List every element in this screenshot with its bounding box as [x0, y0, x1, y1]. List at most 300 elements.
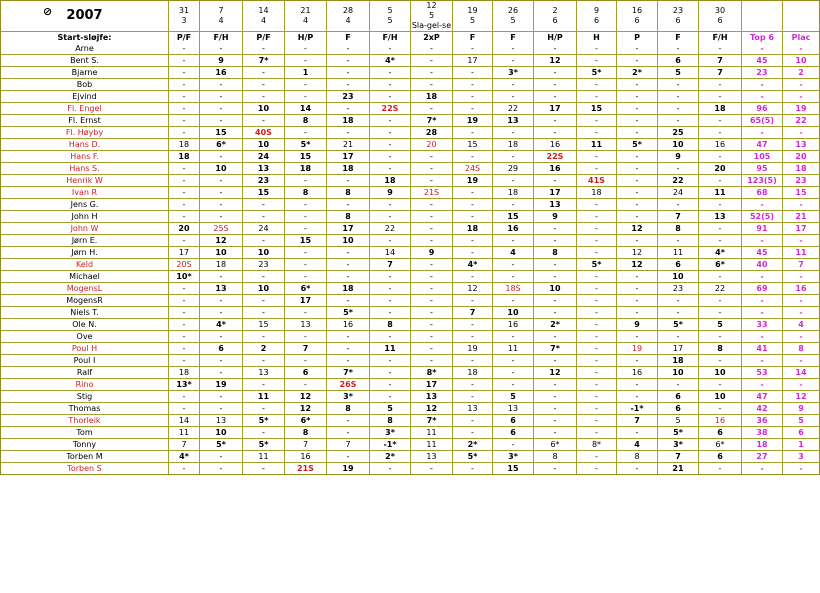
date-day: 2 [552, 6, 558, 15]
score-cell: - [617, 79, 658, 91]
score-cell: - [327, 103, 370, 115]
score-cell: 18 [453, 367, 493, 379]
top6-cell: - [742, 271, 783, 283]
score-cell: 7* [411, 415, 453, 427]
score-cell: - [617, 199, 658, 211]
date-day: 12 [426, 1, 437, 10]
score-cell: - [327, 199, 370, 211]
score-cell: - [617, 163, 658, 175]
table-row [1, 295, 819, 307]
score-cell: - [658, 43, 699, 55]
score-cell: 17 [411, 379, 453, 391]
date-day: 16 [631, 6, 643, 15]
score-cell: - [169, 175, 200, 187]
score-cell: - [658, 331, 699, 343]
score-cell: - [200, 199, 243, 211]
date-month: 6 [717, 16, 723, 25]
score-cell: - [658, 79, 699, 91]
score-cell: 24S [453, 163, 493, 175]
score-cell: 2* [453, 439, 493, 451]
score-cell: 11 [577, 139, 617, 151]
score-cell: 10 [658, 139, 699, 151]
score-cell: 20S [169, 259, 200, 271]
score-cell: 18 [411, 91, 453, 103]
top6-cell: 68 [742, 187, 783, 199]
score-cell: 19 [617, 343, 658, 355]
score-cell: 15 [577, 103, 617, 115]
score-cell: - [411, 163, 453, 175]
table-row [1, 67, 819, 79]
score-cell: 21 [658, 463, 699, 474]
score-cell: - [493, 439, 534, 451]
score-cell: - [453, 319, 493, 331]
score-cell: - [699, 355, 742, 367]
score-cell: - [370, 211, 411, 223]
score-cell: 15 [243, 319, 285, 331]
score-cell: - [327, 67, 370, 79]
date-header [200, 1, 243, 32]
player-name: Jørn H. [1, 247, 169, 259]
date-month: 5 [510, 16, 516, 25]
score-cell: 18 [169, 139, 200, 151]
top6-cell: - [742, 307, 783, 319]
score-cell: - [577, 367, 617, 379]
score-cell: 22S [534, 151, 577, 163]
score-cell: - [453, 79, 493, 91]
score-cell: 15 [285, 151, 327, 163]
player-name: MogensR [1, 295, 169, 307]
score-cell: 7 [285, 343, 327, 355]
date-note: Sla-gel-se [411, 21, 452, 30]
score-cell: 20 [699, 163, 742, 175]
score-cell: - [169, 199, 200, 211]
score-cell: 7 [658, 211, 699, 223]
score-cell: - [370, 115, 411, 127]
score-cell: - [453, 247, 493, 259]
score-cell: 5* [243, 415, 285, 427]
score-cell: - [327, 79, 370, 91]
table-row [1, 307, 819, 319]
plac-cell: 20 [783, 151, 819, 163]
score-cell: 6* [200, 139, 243, 151]
score-cell: - [577, 331, 617, 343]
table-row [1, 187, 819, 199]
score-cell: - [534, 259, 577, 271]
table-row [1, 271, 819, 283]
score-cell: 6 [699, 427, 742, 439]
player-name: Tonny [1, 439, 169, 451]
score-cell: 13 [453, 403, 493, 415]
plac-cell: 6 [783, 427, 819, 439]
score-cell: 5* [200, 439, 243, 451]
score-cell: 5* [658, 427, 699, 439]
plac-header: Plac [791, 32, 811, 42]
score-cell: 17 [534, 103, 577, 115]
score-cell: - [453, 415, 493, 427]
score-cell: - [327, 355, 370, 367]
score-cell: 12 [453, 283, 493, 295]
score-cell: - [411, 175, 453, 187]
top6-cell: 18 [742, 439, 783, 451]
player-name: Ole N. [1, 319, 169, 331]
score-cell: 10 [200, 247, 243, 259]
plac-cell: 13 [783, 139, 819, 151]
score-cell: - [493, 235, 534, 247]
score-cell: 6* [699, 439, 742, 451]
score-cell: - [411, 307, 453, 319]
score-cell: 25 [658, 127, 699, 139]
score-cell: 7* [411, 115, 453, 127]
player-name: Hans F. [1, 151, 169, 163]
score-cell: - [285, 307, 327, 319]
score-cell: - [493, 151, 534, 163]
score-cell: 6 [285, 367, 327, 379]
score-cell: 19 [453, 175, 493, 187]
score-cell: 12 [411, 403, 453, 415]
top6-cell: 42 [742, 403, 783, 415]
score-cell: - [699, 115, 742, 127]
score-cell: - [285, 259, 327, 271]
score-cell: 8 [327, 403, 370, 415]
score-cell: - [285, 43, 327, 55]
score-cell: - [617, 391, 658, 403]
score-cell: 23 [243, 175, 285, 187]
plac-cell: 1 [783, 439, 819, 451]
score-cell: - [243, 67, 285, 79]
score-cell: - [453, 211, 493, 223]
score-cell: 5 [658, 415, 699, 427]
player-name: Hans S. [1, 163, 169, 175]
date-day: 14 [258, 6, 269, 15]
score-cell: 6 [658, 55, 699, 67]
score-cell: - [169, 355, 200, 367]
date-header [285, 1, 327, 32]
player-name: Michael [1, 271, 169, 283]
score-cell: - [493, 55, 534, 67]
score-cell: - [411, 55, 453, 67]
date-day: 30 [714, 6, 726, 15]
start-loop-value: P [617, 32, 658, 43]
score-cell: - [370, 79, 411, 91]
score-cell: - [411, 283, 453, 295]
score-cell: - [658, 379, 699, 391]
score-cell: 5* [577, 67, 617, 79]
score-cell: - [243, 271, 285, 283]
score-cell: 10 [243, 139, 285, 151]
score-cell: 10 [243, 247, 285, 259]
score-cell: - [411, 463, 453, 474]
score-cell: - [658, 103, 699, 115]
score-cell: 6 [493, 427, 534, 439]
score-cell: - [493, 91, 534, 103]
table-row [1, 391, 819, 403]
score-cell: - [200, 271, 243, 283]
date-header [577, 1, 617, 32]
score-cell: - [243, 91, 285, 103]
score-cell: 13 [699, 211, 742, 223]
score-cell: 21S [411, 187, 453, 199]
score-cell: 23 [658, 283, 699, 295]
score-cell: 24 [658, 187, 699, 199]
score-cell: - [285, 247, 327, 259]
score-cell: - [658, 199, 699, 211]
score-cell: - [169, 127, 200, 139]
score-cell: - [285, 55, 327, 67]
score-cell: - [453, 127, 493, 139]
top6-cell: 123(5) [742, 175, 783, 187]
score-cell: - [200, 151, 243, 163]
score-cell: 7 [617, 415, 658, 427]
score-cell: 5 [370, 403, 411, 415]
score-cell: 1 [285, 67, 327, 79]
score-cell: 17 [285, 295, 327, 307]
top6-cell: - [742, 43, 783, 55]
plac-header-empty [783, 1, 819, 32]
score-cell: - [285, 223, 327, 235]
score-cell: - [327, 415, 370, 427]
score-cell: - [169, 115, 200, 127]
score-cell: 13 [243, 367, 285, 379]
score-cell: 12 [617, 259, 658, 271]
score-cell: - [370, 67, 411, 79]
score-cell: - [200, 103, 243, 115]
score-cell: - [327, 451, 370, 463]
score-cell: - [200, 463, 243, 474]
score-cell: 11 [411, 439, 453, 451]
start-loop-value: F [493, 32, 534, 43]
date-header [370, 1, 411, 32]
score-cell: 18 [370, 175, 411, 187]
score-cell: - [577, 379, 617, 391]
score-cell: 4* [200, 319, 243, 331]
table-row [1, 403, 819, 415]
score-cell: 10 [200, 427, 243, 439]
top6-cell: 33 [742, 319, 783, 331]
score-cell: 16 [699, 415, 742, 427]
score-cell: 2* [370, 451, 411, 463]
date-header [169, 1, 200, 32]
score-cell: - [453, 355, 493, 367]
score-cell: 10 [699, 391, 742, 403]
player-name: Tom [1, 427, 169, 439]
score-cell: - [617, 43, 658, 55]
score-cell: 8 [370, 319, 411, 331]
score-cell: - [370, 331, 411, 343]
score-cell: - [699, 307, 742, 319]
start-loop-value: P/F [169, 32, 200, 43]
score-cell: - [411, 271, 453, 283]
score-cell: - [493, 295, 534, 307]
score-cell: 8 [658, 223, 699, 235]
score-cell: 18 [699, 103, 742, 115]
start-loop-label: Start-sløjfe: [1, 32, 169, 43]
start-loop-value: F [658, 32, 699, 43]
score-cell: 15 [493, 211, 534, 223]
score-cell: - [411, 43, 453, 55]
score-cell: 6 [658, 259, 699, 271]
top6-cell: 96 [742, 103, 783, 115]
player-name: Stig [1, 391, 169, 403]
score-cell: - [243, 355, 285, 367]
score-cell: - [453, 103, 493, 115]
score-cell: - [617, 331, 658, 343]
top6-cell: 36 [742, 415, 783, 427]
start-loop-row [1, 32, 819, 43]
player-name: Ralf [1, 367, 169, 379]
date-day: 26 [507, 6, 519, 15]
score-cell: - [617, 103, 658, 115]
score-cell: - [699, 43, 742, 55]
score-cell: - [200, 331, 243, 343]
score-cell: - [370, 379, 411, 391]
score-cell: 5 [699, 319, 742, 331]
table-row [1, 91, 819, 103]
plac-cell: - [783, 79, 819, 91]
score-cell: 9 [411, 247, 453, 259]
score-cell: 5 [493, 391, 534, 403]
plac-cell: 14 [783, 367, 819, 379]
score-cell: - [169, 331, 200, 343]
plac-cell: - [783, 91, 819, 103]
score-cell: - [453, 187, 493, 199]
top6-cell: 95 [742, 163, 783, 175]
plac-cell: 18 [783, 163, 819, 175]
score-cell: 18 [577, 187, 617, 199]
player-name: Rino [1, 379, 169, 391]
plac-cell: 23 [783, 175, 819, 187]
score-cell: - [658, 91, 699, 103]
start-loop-value: H/P [285, 32, 327, 43]
score-cell: - [617, 427, 658, 439]
score-cell: 18 [327, 115, 370, 127]
score-cell: - [285, 199, 327, 211]
score-cell: 13 [493, 115, 534, 127]
score-cell: 7* [327, 367, 370, 379]
score-cell: 3* [327, 391, 370, 403]
score-cell: 6* [285, 283, 327, 295]
score-cell: - [411, 295, 453, 307]
plac-cell: - [783, 295, 819, 307]
score-cell: 4* [169, 451, 200, 463]
score-cell: - [169, 79, 200, 91]
score-cell: 5* [327, 307, 370, 319]
table-row [1, 415, 819, 427]
table-row [1, 343, 819, 355]
score-cell: 20 [411, 139, 453, 151]
plac-cell: - [783, 355, 819, 367]
score-cell: 24 [243, 223, 285, 235]
score-cell: - [577, 235, 617, 247]
score-cell: - [169, 43, 200, 55]
score-cell: 11 [493, 343, 534, 355]
score-cell: 8* [577, 439, 617, 451]
score-cell: - [699, 91, 742, 103]
score-cell: - [617, 187, 658, 199]
top6-cell: - [742, 199, 783, 211]
score-cell: - [327, 175, 370, 187]
score-cell: - [243, 235, 285, 247]
score-cell: 7 [699, 67, 742, 79]
score-cell: 10 [200, 163, 243, 175]
score-cell: 13 [534, 199, 577, 211]
score-cell: - [577, 211, 617, 223]
plac-cell: 17 [783, 223, 819, 235]
start-loop-value: H/P [534, 32, 577, 43]
date-month: 6 [675, 16, 681, 25]
score-cell: - [534, 175, 577, 187]
score-cell: - [285, 271, 327, 283]
score-cell: - [411, 79, 453, 91]
table-row [1, 55, 819, 67]
score-cell: - [327, 43, 370, 55]
score-cell: - [699, 127, 742, 139]
score-cell: 8 [327, 187, 370, 199]
score-cell: - [243, 403, 285, 415]
score-cell: 5* [243, 439, 285, 451]
score-cell: - [370, 355, 411, 367]
score-cell: 16 [534, 163, 577, 175]
table-row [1, 379, 819, 391]
plac-cell: 4 [783, 319, 819, 331]
plac-cell: - [783, 235, 819, 247]
score-cell: 8 [534, 247, 577, 259]
score-cell: - [577, 223, 617, 235]
score-cell: - [534, 403, 577, 415]
start-loop-value: F [453, 32, 493, 43]
score-cell: 11 [243, 451, 285, 463]
table-row [1, 175, 819, 187]
score-cell: - [169, 403, 200, 415]
score-cell: 21 [327, 139, 370, 151]
table-row [1, 115, 819, 127]
score-cell: 29 [493, 163, 534, 175]
score-cell: - [617, 175, 658, 187]
score-cell: - [370, 235, 411, 247]
score-cell: 3* [370, 427, 411, 439]
score-cell: 13* [169, 379, 200, 391]
table-row [1, 247, 819, 259]
date-month: 6 [552, 16, 558, 25]
score-cell: 16 [617, 367, 658, 379]
score-cell: - [200, 367, 243, 379]
score-cell: - [411, 259, 453, 271]
score-cell: 4 [617, 439, 658, 451]
score-cell: 6* [699, 259, 742, 271]
score-cell: - [370, 295, 411, 307]
plac-cell: 21 [783, 211, 819, 223]
plac-cell: - [783, 331, 819, 343]
score-cell: 12 [617, 247, 658, 259]
score-cell: - [699, 199, 742, 211]
score-cell: - [169, 163, 200, 175]
score-cell: - [285, 379, 327, 391]
score-cell: 10 [658, 367, 699, 379]
player-name: Fl. Høyby [1, 127, 169, 139]
start-loop-value: F/H [370, 32, 411, 43]
score-cell: - [200, 391, 243, 403]
score-cell: - [534, 295, 577, 307]
score-cell: - [411, 319, 453, 331]
top6-cell: 45 [742, 247, 783, 259]
score-cell: - [577, 403, 617, 415]
score-cell: 12 [617, 223, 658, 235]
score-cell: - [169, 307, 200, 319]
score-cell: - [617, 91, 658, 103]
score-cell: 18 [453, 223, 493, 235]
score-cell: - [453, 199, 493, 211]
score-cell: - [327, 331, 370, 343]
score-cell: - [285, 211, 327, 223]
